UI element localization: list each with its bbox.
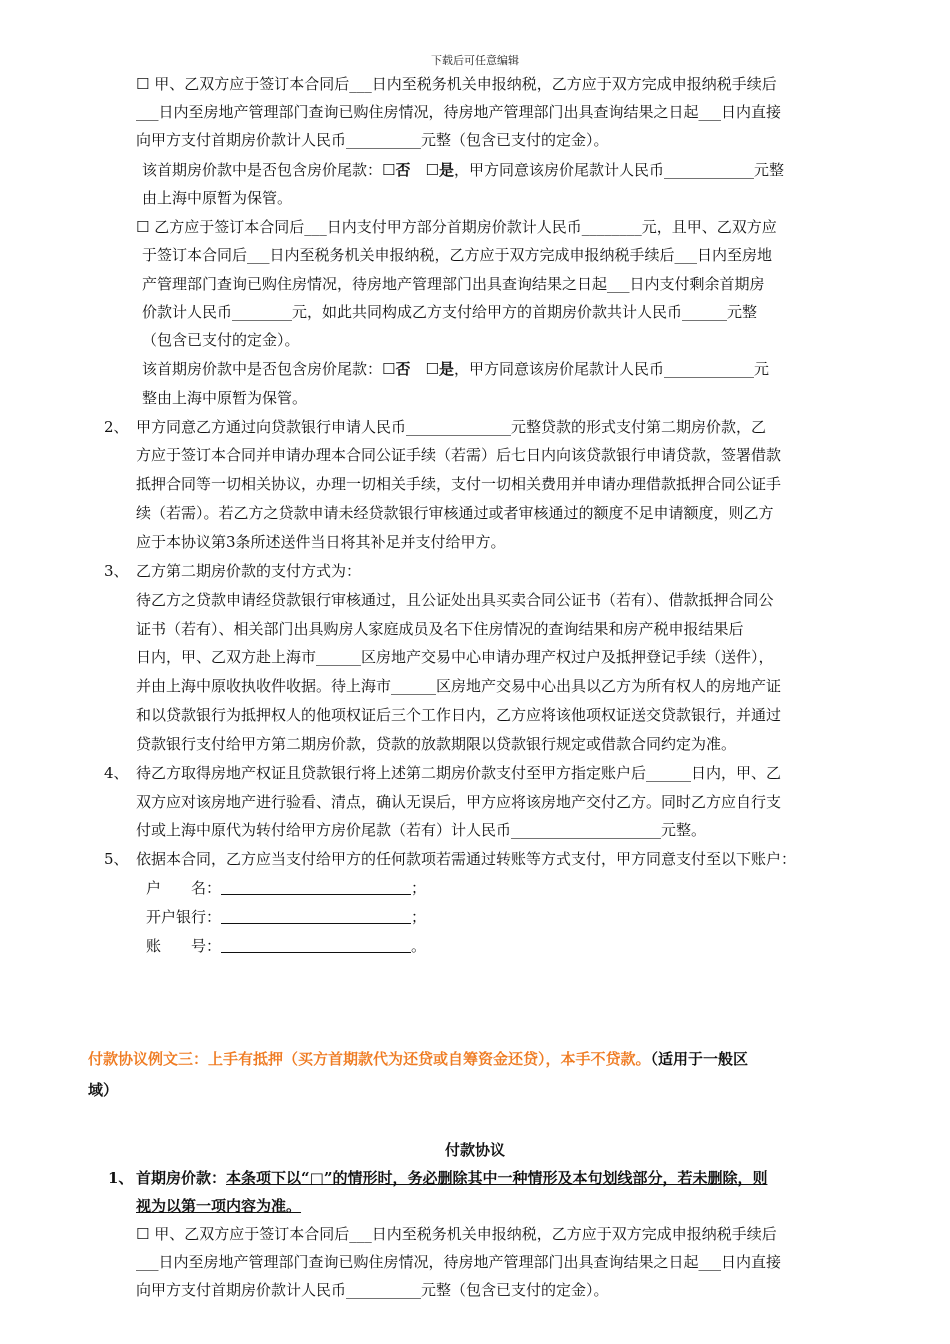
option2-line5: （包含已支付的定金）。 <box>142 331 300 349</box>
option1-line2: ___日内至房地产管理部门查询已购住房情况，待房地产管理部门出具查询结果之日起___日内直接 <box>136 103 782 121</box>
option1-line1: ☐ 甲、乙双方应于签订本合同后___日内至税务机关申报纳税，乙方应于双方完成申报纳税手续后 <box>136 75 777 93</box>
agreement-option1-line1: ☐ 甲、乙双方应于签订本合同后___日内至税务机关申报纳税，乙方应于双方完成申报纳税手续后 <box>136 1225 777 1243</box>
option2-line2: 于签订本合同后___日内至税务机关申报纳税，乙方应于双方完成申报纳税手续后___日内至房地 <box>142 246 773 264</box>
checkbox-icon[interactable]: ☐ <box>382 161 396 179</box>
tail-question-2: 该首期房价款中是否包含房价尾款：☐否 ☐是，甲方同意该房价尾款计人民币____________元 <box>142 360 769 378</box>
agreement-option1-line2: ___日内至房地产管理部门查询已购住房情况，待房地产管理部门出具查询结果之日起___日内直接 <box>136 1253 782 1271</box>
item-2-line4: 续（若需）。若乙方之贷款申请未经贷款银行审核通过或者审核通过的额度不足申请额度，则乙方 <box>136 504 774 522</box>
account-number-row: 账 号： 。 <box>146 937 427 955</box>
item-2-number: 2、 <box>104 418 129 436</box>
agreement-item-1-line1: 首期房价款：本条项下以“□”的情形时，务必删除其中一种情形及本句划线部分，若未删除，则 <box>136 1169 768 1187</box>
item-2-line3: 抵押合同等一切相关协议，办理一切相关手续，支付一切相关费用并申请办理借款抵押合同公证手 <box>136 475 782 493</box>
item-4-line1: 待乙方取得房地产权证且贷款银行将上述第二期房价款支付至甲方指定账户后______日内，甲、乙 <box>136 764 782 782</box>
item-5-number: 5、 <box>104 850 129 868</box>
option2-line1: ☐ 乙方应于签订本合同后___日内支付甲方部分首期房价款计人民币________元，且甲、乙双方应 <box>136 218 777 236</box>
item-2-line5: 应于本协议第3条所述送件当日将其补足并支付给甲方。 <box>136 533 506 551</box>
example-3-heading: 付款协议例文三：上手有抵押（买方首期款代为还贷或自筹资金还贷），本手不贷款。（适用于一般区 <box>88 1050 749 1068</box>
page-header: 下载后可任意编辑 <box>431 54 519 67</box>
tail-2-line2: 整由上海中原暂为保管。 <box>142 389 308 407</box>
item-3-line5: 和以贷款银行为抵押权人的他项权证后三个工作日内，乙方应将该他项权证送交贷款银行，并通过 <box>136 706 782 724</box>
item-3-line2: 证书（若有）、相关部门出具购房人家庭成员及名下住房情况的查询结果和房产税申报结果后 <box>136 620 744 638</box>
item-2-line1: 甲方同意乙方通过向贷款银行申请人民币______________元整贷款的形式支付第二期房价款，乙 <box>136 418 767 436</box>
item-3-line6: 贷款银行支付给甲方第二期房价款，贷款的放款期限以贷款银行规定或借款合同约定为准。 <box>136 735 737 753</box>
item-4-line3: 付或上海中原代为转付给甲方房价尾款（若有）计人民币____________________元整。 <box>136 821 707 839</box>
item-2-line2: 方应于签订本合同并申请办理本合同公证手续（若需）后七日内向该贷款银行申请贷款，签署借款 <box>136 446 782 464</box>
checkbox-icon[interactable]: ☐ <box>136 75 150 93</box>
item-3-title: 乙方第二期房价款的支付方式为： <box>136 562 362 580</box>
item-3-line1: 待乙方之贷款申请经贷款银行审核通过，且公证处出具买卖合同公证书（若有）、借款抵押合同公 <box>136 591 774 609</box>
account-name-field[interactable] <box>221 878 411 895</box>
item-5-line1: 依据本合同，乙方应当支付给甲方的任何款项若需通过转账等方式支付，甲方同意支付至以下账户： <box>136 850 797 868</box>
account-bank-field[interactable] <box>221 907 411 924</box>
account-bank-row: 开户银行： ； <box>146 908 427 926</box>
agreement-item-1-line2: 视为以第一项内容为准。 <box>136 1197 302 1215</box>
option2-line4: 价款计人民币________元，如此共同构成乙方支付给甲方的首期房价款共计人民币______元整 <box>142 303 758 321</box>
checkbox-icon[interactable]: ☐ <box>136 218 150 236</box>
agreement-title: 付款协议 <box>444 1141 505 1159</box>
checkbox-icon[interactable]: ☐ <box>382 360 396 378</box>
agreement-option1-line3: 向甲方支付首期房价款计人民币__________元整（包含已支付的定金）。 <box>136 1281 609 1299</box>
agreement-item-1-number: 1、 <box>108 1169 134 1187</box>
tail-1-line2: 由上海中原暂为保管。 <box>142 189 293 207</box>
item-3-line3: 日内，甲、乙双方赴上海市______区房地产交易中心申请办理产权过户及抵押登记手续（送件）， <box>136 648 774 666</box>
checkbox-icon[interactable]: ☐ <box>425 161 439 179</box>
account-number-field[interactable] <box>221 936 411 953</box>
checkbox-icon[interactable]: ☐ <box>136 1225 150 1243</box>
item-4-line2: 双方应对该房地产进行验看、清点，确认无误后，甲方应将该房地产交付乙方。同时乙方应自行支 <box>136 793 782 811</box>
account-name-row: 户 名： ； <box>146 879 427 897</box>
tail-question-1: 该首期房价款中是否包含房价尾款：☐否 ☐是，甲方同意该房价尾款计人民币____________元整 <box>142 161 784 179</box>
item-3-line4: 并由上海中原收执收件收据。待上海市______区房地产交易中心出具以乙方为所有权人的房地产证 <box>136 677 782 695</box>
item-4-number: 4、 <box>104 764 129 782</box>
checkbox-icon[interactable]: ☐ <box>425 360 439 378</box>
example-3-heading-line2: 域） <box>88 1081 119 1099</box>
option2-line3: 产管理部门查询已购住房情况，待房地产管理部门出具查询结果之日起___日内支付剩余首期房 <box>142 275 765 293</box>
option1-line3: 向甲方支付首期房价款计人民币__________元整（包含已支付的定金）。 <box>136 131 609 149</box>
item-3-number: 3、 <box>104 562 129 580</box>
